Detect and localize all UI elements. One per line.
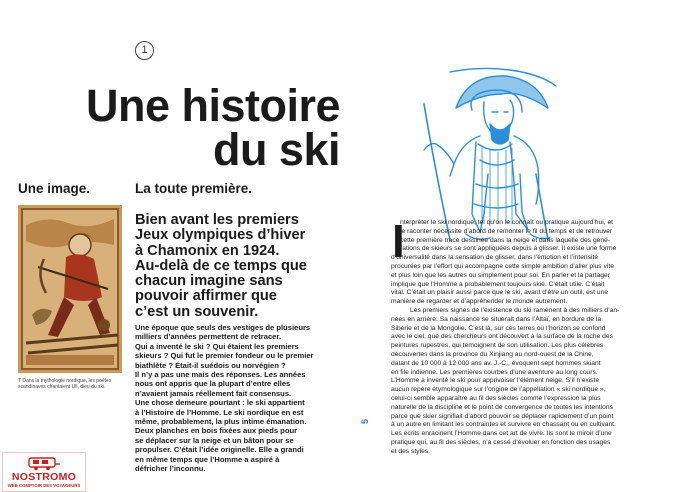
lead-line: Jeux olympiques d’hiver <box>135 227 306 244</box>
mythology-illustration <box>18 205 122 373</box>
article-line: pratique qui, au fil des siècles, n’a cessé d’évoluer en fonction des usages <box>391 438 611 446</box>
body-line: nous ont appris que la plupart d’entre elles <box>135 379 291 389</box>
lead-line: c’est un souvenir. <box>135 303 259 320</box>
article-line: aucun repère étymologique sur l’origine de l’appellation « ski nordique », <box>391 386 606 394</box>
article-line: nterpréter le ski nordique, tel qu’on le connaît ou pratique aujourd’hui, et <box>400 219 614 226</box>
body-line: propulser. C’était l’idée originelle. Elle a grandi <box>135 445 304 455</box>
article-line: nées en arrière. Sa naissance se situerait dans l’Altaï, en bordure de la <box>391 315 602 323</box>
lead-paragraph <box>135 213 335 320</box>
article-line: d’universalité dans la sensation de glisser, dans l’émotion et l’intensité <box>391 254 599 262</box>
body-line: biathlète ? Était-il suédois ou norvégien ? <box>135 360 286 370</box>
lead-line: chacun imagine sans <box>135 273 283 290</box>
article-line: parce que skier signifiait d’abord pouvoir se déplacer rapidement d’un point <box>391 412 614 420</box>
body-line: se déplacer sur la neige et un bâton pour se <box>135 435 294 445</box>
nostromo-logo[interactable] <box>2 452 86 492</box>
right-column-heading: La toute première. <box>135 181 253 196</box>
blue-skier-drawing <box>410 64 560 242</box>
body-line: Une époque que seuls des vestiges de plusieurs <box>135 323 311 332</box>
body-line: même, probablement, la plus intime émanation. <box>135 417 307 427</box>
body-line: Qui a inventé le ski ? Qui étaient les premiers <box>135 341 299 351</box>
article-line: manière de regarder et d’appréhender le monde autrement. <box>391 298 568 306</box>
article-line: naturelle de la discipline et le point de convergence de toutes les intentions <box>391 403 613 411</box>
page-number: 5 <box>360 418 370 424</box>
body-line: Une chose demeure pourtant : le ski appartient <box>135 398 305 408</box>
article-line: rations de skieurs se sont appliquées depuis à glisser. Il existe une forme <box>400 245 617 253</box>
body-line: à l’Histoire de l’Homme. Le ski nordique en est <box>135 407 304 417</box>
article-line: le raconter nécessite d’abord de remonter le fil du temps et de retrouver <box>400 227 613 235</box>
article-line: L’Homme a inventé le ski pour apprivoiser l’élément neige. S’il n’existe <box>391 377 600 385</box>
right-page <box>350 0 700 492</box>
article-line: Les écrits enracinent l’Homme dans cet art de vivre. Ils sont le miroir d’une <box>391 430 612 438</box>
article-line: découvertes dans la province du Xinjiang au nord-ouest de la Chine, <box>391 350 594 358</box>
body-line: Deux planches en bois fixées aux pieds pour <box>135 426 298 436</box>
illustration-caption: T Dans la mythologie nordique, les poètes scandinaves chantaient Ull, dieu du ski. <box>18 378 112 390</box>
article-line: en file indienne. Les premières courbes d’une aventure au long cours. <box>391 368 598 376</box>
article-line: datant de 10 000 à 12 000 ans av. J.-C., évoquent sept hommes skiant <box>391 359 601 367</box>
lead-line: Bien avant les premiers <box>135 212 299 228</box>
article-line: Les premiers signes de l’existence du ski ramènent à des milliers d’an- <box>410 306 620 314</box>
title-line: Une histoire <box>85 80 340 131</box>
article-line: cette première trace dessinée dans la neige et dans laquelle des géné- <box>400 236 611 244</box>
article-line: implique que l’Homme a probablement toujours skié. C’était utile. C’était <box>391 280 605 288</box>
article-text <box>391 219 698 457</box>
body-line: n’avaient jamais réellement fait consensus. <box>135 388 292 398</box>
lead-line: Au-delà de ce temps que <box>135 257 307 274</box>
body-line: Il n’y a pas une mais des réponses. Les années <box>135 370 306 380</box>
logo-name: NOSTROMO <box>11 471 77 483</box>
body-line: en même temps que l’Homme a aspiré à <box>135 454 280 464</box>
article-line: et des styles. <box>391 447 431 455</box>
article-line: peintures rupestres, qui témoignent de son utilisation. Les plus célèbres <box>391 342 604 350</box>
body-line: milliers d’années permettent de retracer. <box>135 332 282 342</box>
lead-line: pouvoir affirmer que <box>135 288 277 305</box>
title-line: du ski <box>212 124 340 175</box>
logo-tagline: WEB COMPTOIR DES VOYAGEURS <box>7 483 81 488</box>
dropcap-letter: I <box>392 215 405 267</box>
body-line: skieurs ? Qui fut le premier fondeur ou le premier <box>135 351 314 361</box>
article-line: Sibérie et de la Mongolie. C’est là, sur ces terres où l’horizon se confond <box>391 324 606 332</box>
lead-line: à Chamonix en 1924. <box>135 242 280 259</box>
article-line: avec le ciel, que des chercheurs ont découvert à la surface de la roche des <box>391 333 613 341</box>
article-line: procurées par l’effort qui accompagne cette simple ambition d’aller plus vite <box>391 262 614 270</box>
article-line: vital. C’était un plaisir aussi parce que le ski, avant d’être un outil, est une <box>391 289 609 297</box>
skier-god-painting <box>18 205 122 373</box>
left-column-heading: Une image. <box>18 181 91 196</box>
article-line: celui-ci semble apparaître au fil des siècles comme l’expression la plus <box>391 394 601 402</box>
body-paragraph <box>135 323 341 474</box>
page-title <box>40 80 340 175</box>
chapter-number: 1 <box>135 41 154 60</box>
caravan-logo-icon <box>27 455 61 471</box>
article-line: à un autre en limitant les contraintes et survivre en chassant ou en cultivant. <box>391 421 616 429</box>
article-line: et plus loin que les autres ou simplement pour soi. En parler et la partager <box>391 271 610 279</box>
body-line: défricher l’inconnu. <box>135 464 206 474</box>
